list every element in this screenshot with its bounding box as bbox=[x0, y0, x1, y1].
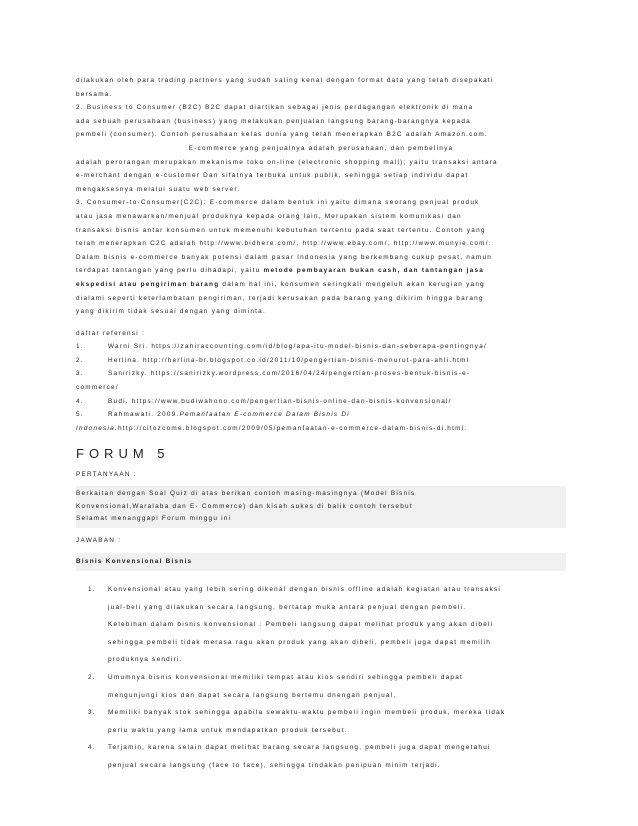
text-line: bersama. bbox=[76, 90, 113, 98]
question-line: Konvensional,Waralaba dan E- Commerce) dan kisah sukes di balik contoh tersebut bbox=[76, 502, 413, 510]
answer-line: Kelebihan dalam bisnis konvensional : Pembeli langsung dapat melihat produk yang akan dibeli bbox=[108, 621, 494, 629]
reference-number: 2. bbox=[76, 356, 84, 364]
italic-text: Pemanfaatan E-commerce Dalam Bisnis Di bbox=[179, 411, 350, 419]
reference-item bbox=[76, 408, 566, 422]
text-line: Dalam bisnis e-commerce banyak potensi dalam pasar Indonesia yang berkembang cukup pesat, namun bbox=[76, 253, 493, 261]
text-line bbox=[76, 264, 566, 278]
reference-number: 4. bbox=[76, 397, 84, 405]
list-item bbox=[88, 669, 566, 704]
text-line: 3. Consumer-to-Consumer(C2C): E-commerce dalam bentuk ini yaitu dimana seorang penjual produk bbox=[76, 199, 480, 207]
section-heading: Bisnis Konvensional Bisnis bbox=[76, 558, 193, 566]
list-number: 4. bbox=[88, 744, 96, 752]
italic-text: Indonesia. bbox=[76, 424, 118, 432]
reference-item bbox=[76, 354, 566, 368]
bold-text: metode pembayaran bukan cash, dan tantangan jasa bbox=[263, 267, 485, 275]
text-span: dalam hal ini, konsumen seringkali mengeluh akan kerugian yang bbox=[219, 280, 485, 288]
text-line: 2. Business to Consumer (B2C) B2C dapat diartikan sebagai jenis perdagangan elektronik di mana bbox=[76, 104, 474, 112]
list-item bbox=[88, 581, 566, 669]
text-line: dilakukan oleh para trading partners yang sudah saling kenal dengan format data yang telah disepakati bbox=[76, 77, 494, 84]
question-line: Berkaitan dengan Soal Quiz di atas berikan contoh masing-masingnya (Model Bisnis bbox=[76, 490, 416, 498]
answer-line: Umumnya bisnis konvensional memiliki tempat atau kios sendiri sehingga pembeli dapat bbox=[108, 673, 464, 681]
text-line: pembeli (consumer). Contoh perusahaan kelas dunia yang telah menerapkan B2C adalah Amazon.com. bbox=[76, 131, 488, 139]
references bbox=[76, 327, 566, 436]
reference-text: Rahmawati. 2009. bbox=[108, 411, 180, 419]
list-number: 1. bbox=[88, 586, 96, 593]
references-heading: daftar referensi : bbox=[76, 329, 146, 337]
answer-line: penjual secara langsung (face to face), sehingga tindakan penipuan minim terjadi. bbox=[108, 761, 441, 769]
answer-list bbox=[88, 581, 566, 775]
answer-line: produknya sendiri. bbox=[108, 656, 183, 664]
forum-title: FORUM 5 bbox=[76, 446, 170, 462]
intro-text bbox=[76, 74, 566, 319]
answer-line: jual-beli yang dilakukan secara langsung, bertatap muka antara penjual dengan pembeli. bbox=[108, 603, 467, 611]
reference-number: 1. bbox=[76, 343, 84, 351]
text-line bbox=[76, 278, 566, 292]
reference-number: 3. bbox=[76, 370, 84, 378]
text-span: terdapat tantangan yang perlu dihadapi, yaitu bbox=[76, 267, 264, 275]
list-number: 3. bbox=[88, 709, 96, 717]
reference-continuation: commerce/ bbox=[76, 384, 119, 392]
answer-line: mengunjungi kios dan dapat secara langsung bertemu dnengan penjual. bbox=[108, 691, 397, 699]
pertanyaan-label: PERTANYAAN : bbox=[76, 471, 137, 479]
answer-line: perlu waktu yang lama untuk mendapatkan produk tersebut. bbox=[108, 726, 348, 734]
reference-text: Warni Sri. https://zahiraccounting.com/id/blog/apa-itu-model-bisnis-dan-seberapa-pentingnya/ bbox=[108, 343, 488, 351]
reference-continuation bbox=[76, 422, 566, 436]
answer-line: Konvensional atau yang lebih sering dikenal dengan bisnis offline adalah kegiatan atau transaksi bbox=[108, 586, 502, 593]
answer-line: sehingga pembeli tidak merasa ragu akan produk yang akan dibeli, pembeli juga dapat memilih bbox=[108, 638, 492, 646]
text-line: e-merchant dengan e-customer Dan sifatnya terbuka untuk publik, sehingga setiap individu dapat bbox=[76, 172, 469, 180]
text-line: dialami seperti keterlambatan pengiriman, terjadi kerusakan pada barang yang dikirim hingga barang bbox=[76, 294, 484, 302]
text-line: telah menerapkan C2C adalah http://www.bidhere.com/, http://www.ebay.com/, http://www.munyie.com/. bbox=[76, 240, 492, 248]
reference-item bbox=[76, 367, 566, 381]
text-line: E-commerce yang penjualnya adalah perusahaan, dan pembelinya bbox=[188, 144, 454, 152]
reference-item bbox=[76, 340, 566, 354]
list-number: 2. bbox=[88, 673, 96, 681]
document-page bbox=[76, 74, 566, 775]
section-heading-band bbox=[76, 553, 566, 571]
answer-line: Memiliki banyak stok sehingga apabila sewaktu-waktu pembeli ingin membeli produk, mereka tidak bbox=[108, 709, 506, 717]
question-block bbox=[76, 486, 566, 528]
reference-number: 5. bbox=[76, 411, 84, 419]
text-line: transaksi bisnis antar konsumen untuk memenuhi kebutuhan tertentu pada saat tertentu. Contoh yang bbox=[76, 226, 486, 234]
reference-text: Sanirizky. https://sanirizky.wordpress.com/2016/04/24/pengertian-proses-bentuk-bisnis-e- bbox=[108, 370, 471, 378]
reference-text: Budi. https://www.budiwahono.com/pengertian-bisnis-online-dan-bisnis-konvensional/ bbox=[108, 397, 452, 405]
jawaban-label: JAWABAN : bbox=[76, 536, 122, 544]
bold-text: ekspedisi atau pengiriman barang bbox=[76, 280, 220, 288]
list-item bbox=[88, 739, 566, 774]
text-line: yang dikirim tidak sesuai dengan yang diminta. bbox=[76, 308, 267, 316]
answer-line: Terjamin, karena selain dapat melihat barang secara langsung, pembeli juga dapat mengetahui bbox=[108, 744, 491, 752]
reference-item bbox=[76, 395, 566, 409]
text-line: mengaksesnya melalui suatu web server. bbox=[76, 185, 241, 193]
text-line: ada sebuah perusahaan (business) yang melakukan penjualan langsung barang-barangnya kepada bbox=[76, 117, 471, 125]
text-line: atau jasa menawarkan/menjual produknya kepada orang lain, Merupakan sistem komunikasi dan bbox=[76, 212, 462, 220]
text-line: adalah perorangan merupakan mekanisme toko on-line (electronic shopping mall); yaitu transaksi antara bbox=[76, 158, 498, 166]
list-item bbox=[88, 704, 566, 739]
reference-text: Herlina. http://herlina-br.blogspot.co.id/2011/10/pengertian-bisnis-menurut-para-ahli.html bbox=[108, 356, 470, 364]
reference-text: http://citozcome.blogspot.com/2009/05/pemanfaatan-e-commerce-dalam-bisnis-di.html. bbox=[118, 424, 468, 432]
question-line: Selamat menanggapi Forum minggu ini bbox=[76, 515, 232, 523]
